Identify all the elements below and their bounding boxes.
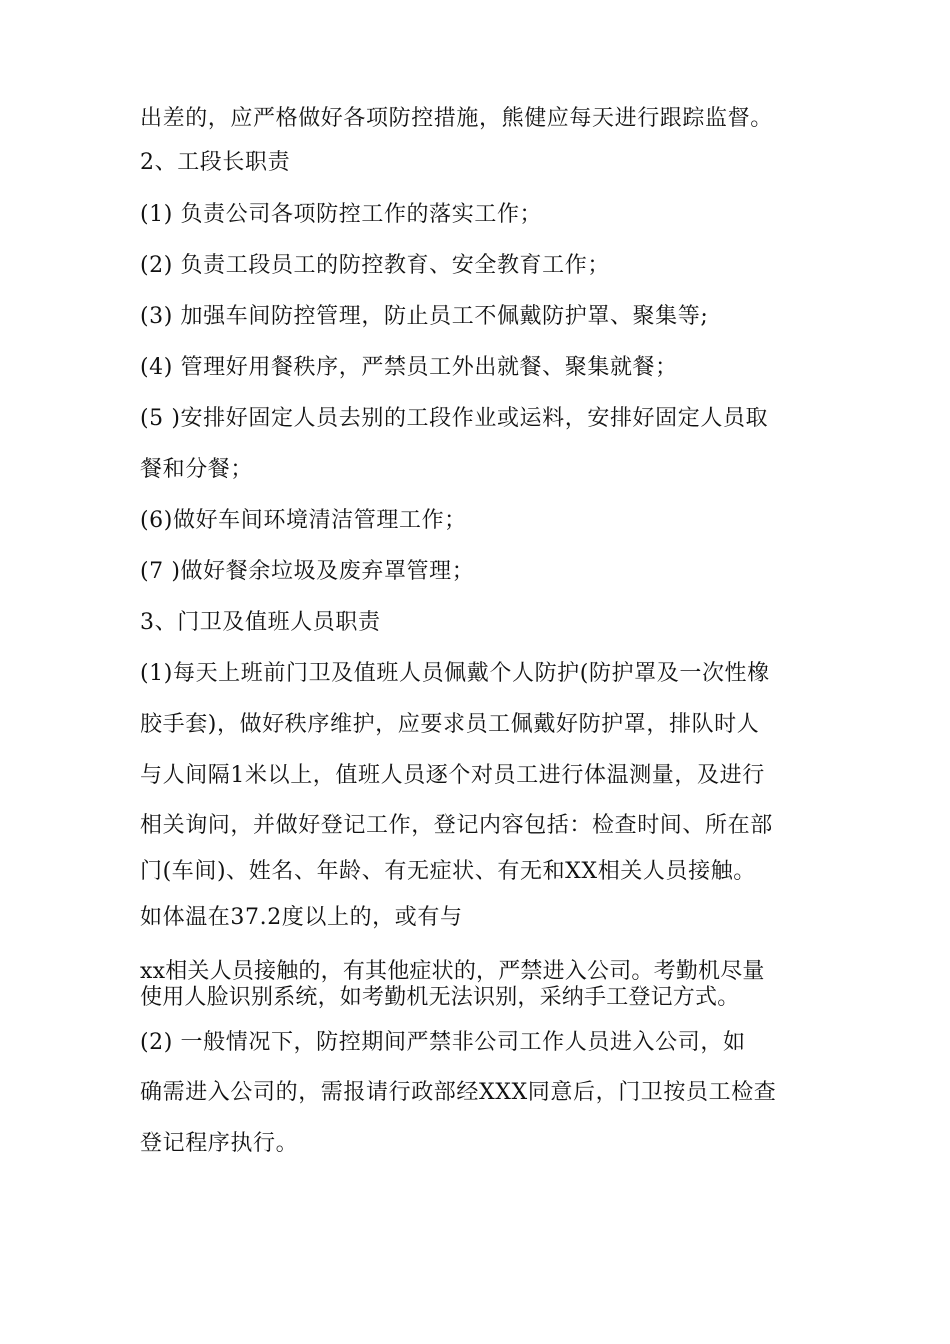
text-line-16: 门(车间)、姓名、年龄、有无症状、有无和XX相关人员接触。 xyxy=(140,859,756,884)
text-line-9: (6)做好车间环境清洁管理工作； xyxy=(140,508,467,533)
text-line-12: (1)每天上班前门卫及值班人员佩戴个人防护(防护罩及一次性橡 xyxy=(140,661,770,686)
text-line-20: (2) 一般情况下，防控期间严禁非公司工作人员进入公司，如 xyxy=(140,1030,746,1055)
section-heading-3: 3、门卫及值班人员职责 xyxy=(140,610,381,635)
text-line-1: 出差的，应严格做好各项防控措施，熊健应每天进行跟踪监督。 xyxy=(140,106,773,131)
text-line-4: (2) 负责工段员工的防控教育、安全教育工作； xyxy=(140,253,610,278)
text-line-5: (3) 加强车间防控管理，防止员工不佩戴防护罩、聚集等; xyxy=(140,304,709,329)
text-line-13: 胶手套)，做好秩序维护，应要求员工佩戴好防护罩，排队时人 xyxy=(140,712,760,737)
text-line-22: 登记程序执行。 xyxy=(140,1131,299,1156)
text-line-3: (1) 负责公司各项防控工作的落实工作； xyxy=(140,202,543,227)
text-line-14: 与人间隔1米以上，值班人员逐个对员工进行体温测量，及进行 xyxy=(140,763,765,788)
text-line-17: 如体温在37.2度以上的，或有与 xyxy=(140,905,463,930)
text-line-10: (7 )做好餐余垃圾及废弃罩管理； xyxy=(140,559,475,584)
text-line-7: (5 )安排好固定人员去别的工段作业或运料，安排好固定人员取 xyxy=(140,406,769,431)
text-line-19: 使用人脸识别系统，如考勤机无法识别，采纳手工登记方式。 xyxy=(140,985,740,1010)
section-heading-2: 2、工段长职责 xyxy=(140,150,291,175)
text-line-8: 餐和分餐； xyxy=(140,457,254,482)
text-line-15: 相关询问，并做好登记工作，登记内容包括：检查时间、所在部 xyxy=(140,813,773,838)
text-line-6: (4) 管理好用餐秩序，严禁员工外出就餐、聚集就餐； xyxy=(140,355,678,380)
text-line-21: 确需进入公司的，需报请行政部经XXX同意后，门卫按员工检查 xyxy=(140,1080,777,1105)
text-line-18: xx相关人员接触的，有其他症状的，严禁进入公司。考勤机尽量 xyxy=(140,959,765,984)
